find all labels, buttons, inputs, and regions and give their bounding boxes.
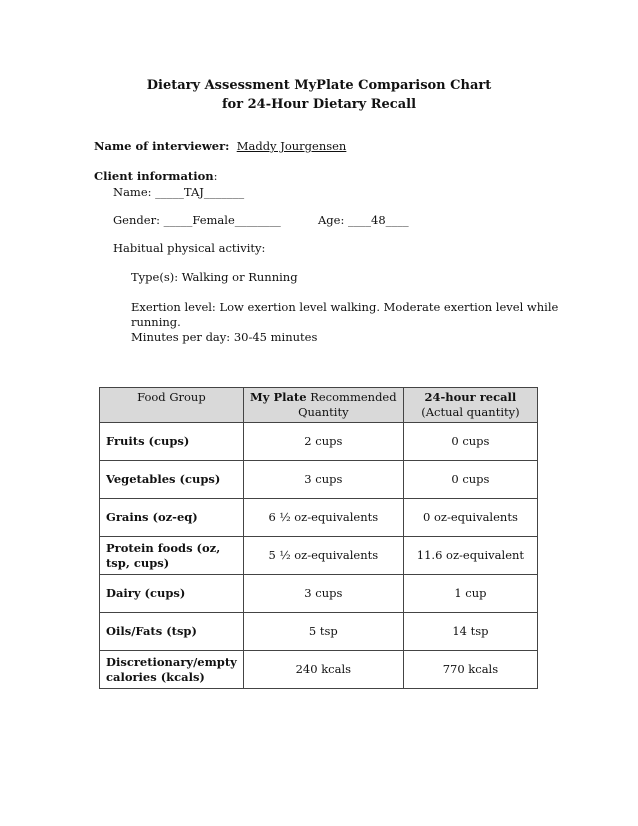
- cell-actual: 0 cups: [403, 423, 537, 461]
- cell-food-group-line2: tsp, cups): [106, 555, 170, 570]
- table-row: [100, 461, 538, 499]
- exertion-level-line1: Exertion level: Low exertion level walking. Moderate exertion level while: [131, 300, 559, 314]
- client-info-colon: :: [213, 169, 218, 183]
- cell-recommended: 5 ½ oz-equivalents: [243, 537, 403, 575]
- table-row: [100, 499, 538, 537]
- exertion-level-line2: running.: [131, 315, 181, 329]
- header-recommended-rest: Recommended: [306, 390, 397, 404]
- title-line-2: for 24-Hour Dietary Recall: [221, 97, 417, 112]
- cell-recommended: 5 tsp: [243, 613, 403, 651]
- cell-food-group: [100, 651, 244, 689]
- client-age: Age: ____48____: [318, 213, 409, 227]
- table-header-row: [100, 388, 538, 423]
- cell-food-group: Fruits (cups): [100, 423, 244, 461]
- title-line-1: Dietary Assessment MyPlate Comparison Chart: [146, 78, 492, 93]
- header-food-group: [100, 388, 244, 423]
- cell-actual: 0 cups: [403, 461, 537, 499]
- comparison-table: [99, 387, 538, 689]
- header-recall-line2: (Actual quantity): [421, 405, 520, 419]
- cell-food-group: Dairy (cups): [100, 575, 244, 613]
- cell-actual: 0 oz-equivalents: [403, 499, 537, 537]
- table-row: [100, 423, 538, 461]
- client-gender: Gender: _____Female________: [113, 213, 281, 227]
- activity-label: Habitual physical activity:: [113, 241, 266, 255]
- header-myplate-bold: My Plate: [250, 390, 307, 404]
- cell-food-group-line2: calories (kcals): [106, 669, 205, 684]
- cell-food-group-line1: Discretionary/empty: [106, 654, 237, 669]
- cell-recommended: 3 cups: [243, 461, 403, 499]
- cell-food-group: Oils/Fats (tsp): [100, 613, 244, 651]
- cell-actual: 14 tsp: [403, 613, 537, 651]
- page-title: [0, 76, 638, 114]
- table-row: [100, 651, 538, 689]
- table-row: [100, 613, 538, 651]
- cell-recommended: 3 cups: [243, 575, 403, 613]
- cell-actual: 770 kcals: [403, 651, 537, 689]
- interviewer-line: [94, 139, 346, 154]
- interviewer-label: Name of interviewer:: [94, 139, 230, 153]
- client-info-heading: [94, 169, 218, 184]
- cell-recommended: 2 cups: [243, 423, 403, 461]
- cell-food-group: Vegetables (cups): [100, 461, 244, 499]
- header-recall: [403, 388, 537, 423]
- cell-food-group-line1: Protein foods (oz,: [106, 540, 221, 555]
- minutes-per-day: Minutes per day: 30-45 minutes: [131, 330, 318, 344]
- header-food-group-label: Food Group: [137, 390, 206, 404]
- cell-recommended: 240 kcals: [243, 651, 403, 689]
- table-row: [100, 537, 538, 575]
- header-recommended: [243, 388, 403, 423]
- cell-actual: 1 cup: [403, 575, 537, 613]
- client-info-label: Client information: [94, 169, 214, 183]
- cell-food-group: Grains (oz-eq): [100, 499, 244, 537]
- client-name: Name: _____TAJ_______: [113, 185, 245, 199]
- header-recommended-line2: Quantity: [298, 405, 349, 419]
- activity-types: Type(s): Walking or Running: [131, 270, 298, 284]
- cell-food-group: [100, 537, 244, 575]
- cell-actual: 11.6 oz-equivalent: [403, 537, 537, 575]
- cell-recommended: 6 ½ oz-equivalents: [243, 499, 403, 537]
- table-row: [100, 575, 538, 613]
- header-recall-line1: 24-hour recall: [424, 390, 517, 404]
- interviewer-name: Maddy Jourgensen: [236, 139, 347, 153]
